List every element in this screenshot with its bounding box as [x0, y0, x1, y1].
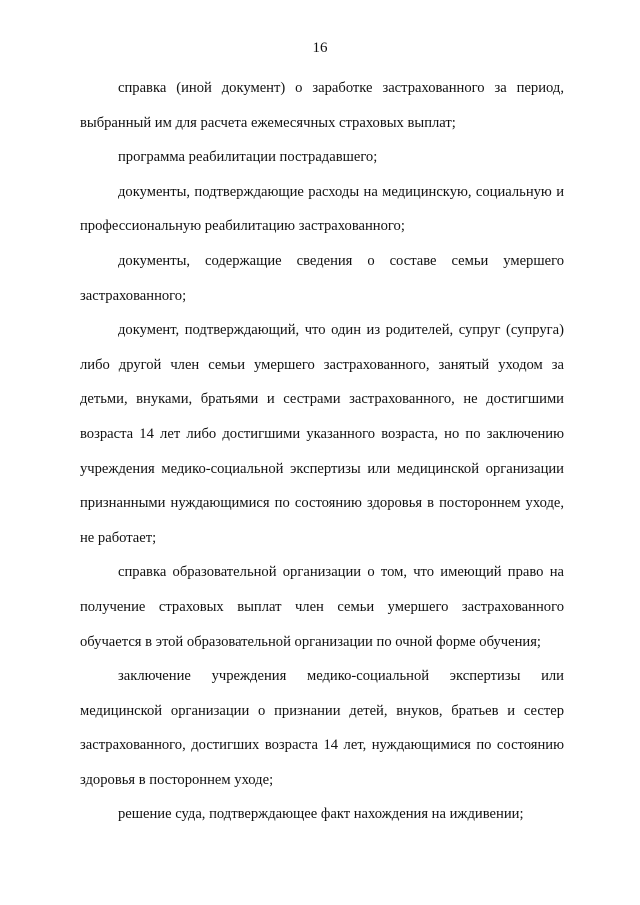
paragraph-education-certificate: справка образовательной организации о том, что имеющий право на получение страховых выплат член семьи умершего застрахованного обучается в этой образовательной организации по очной форме обучения; — [80, 564, 564, 650]
paragraph-family-composition: документы, содержащие сведения о составе семьи умершего застрахованного; — [80, 252, 564, 304]
paragraph-rehabilitation-expenses: документы, подтверждающие расходы на медицинскую, социальную и профессиональную реабилитацию застрахованного; — [80, 183, 564, 235]
paragraph-earnings-certificate: справка (иной документ) о заработке застрахованного за период, выбранный им для расчета ежемесячных страховых выплат; — [80, 80, 564, 131]
paragraph-court-decision: решение суда, подтверждающее факт нахождения на иждивении; — [118, 806, 524, 823]
paragraph-caregiver-not-working: документ, подтверждающий, что один из родителей, супруг (супруга) либо другой член семьи умершего застрахованного, занятый уходом за детьми, внуками, братьями и сестрами застрахованного, не достигшими возраста 14 лет либо достигшими указанного возраста, но по заключению учреждения медико-социальной экспертизы или медицинской организации признанными нуждающимися по состоянию здоровья в постороннем уходе, не работает; — [80, 322, 564, 546]
page-number: 16 — [312, 40, 328, 56]
document-body — [80, 71, 564, 832]
paragraph-medical-conclusion: заключение учреждения медико-социальной экспертизы или медицинской организации о признании детей, внуков, братьев и сестер застрахованного, достигших возраста 14 лет, нуждающимися по состоянию здоровья в постороннем уходе; — [80, 668, 564, 788]
paragraph-rehabilitation-program: программа реабилитации пострадавшего; — [118, 149, 378, 166]
